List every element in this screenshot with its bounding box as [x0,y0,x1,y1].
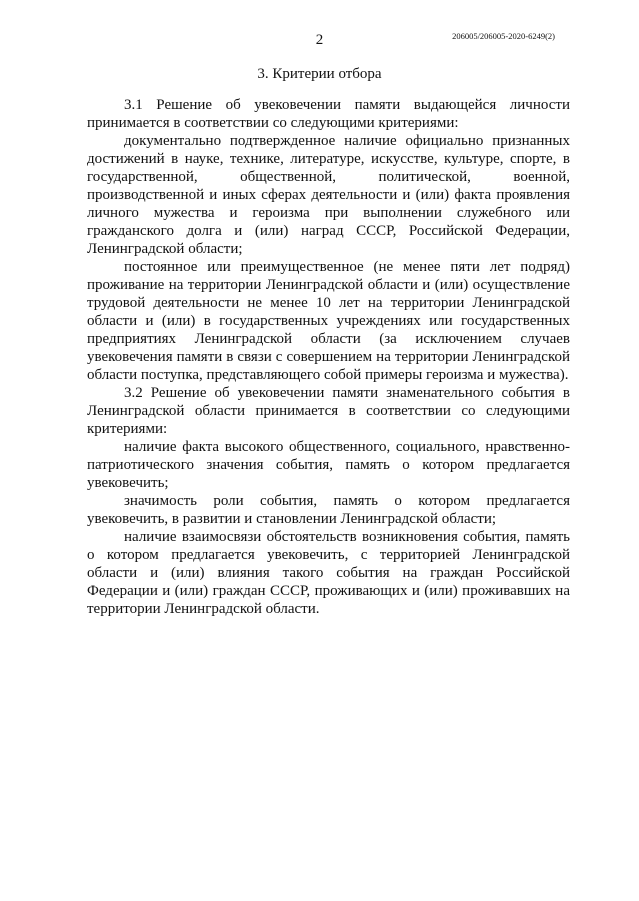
document-code: 206005/206005-2020-6249(2) [452,31,555,41]
paragraph-criterion-significance: наличие факта высокого общественного, социального, нравственно-патриотического значения события, память о котором предлагается увековечить; [87,439,570,491]
paragraph-criterion-achievements: документально подтвержденное наличие официально признанных достижений в науке, технике, литературе, искусстве, культуре, спорте, в государственной, общественной, политической, военной, производственной и иных сферах деятельности и (или) факта проявления личного мужества и героизма при выполнении служебного или гражданского долга и (или) наград СССР, Российской Федерации, Ленинградской области; [87,133,570,257]
page-number: 2 [315,32,324,48]
paragraph-3-2-intro: 3.2 Решение об увековечении памяти знаменательного события в Ленинградской области принимается в соответствии со следующими критериями: [87,385,570,437]
paragraph-criterion-residence: постоянное или преимущественное (не менее пяти лет подряд) проживание на территории Ленинградской области и (или) осуществление трудовой деятельности не менее 10 лет на территории Ленинградской области и (или) в государственных учреждениях или государственных предприятиях Ленинградской области (за исключением случаев увековечения памяти в связи с совершением на территории Ленинградской области поступка, представляющего собой примеры героизма и мужества). [87,259,570,383]
section-title: 3. Критерии отбора [257,66,382,82]
paragraph-3-1-intro: 3.1 Решение об увековечении памяти выдающейся личности принимается в соответствии со следующими критериями: [87,97,570,131]
paragraph-criterion-connection: наличие взаимосвязи обстоятельств возникновения события, память о котором предлагается увековечить, с территорией Ленинградской области и (или) влияния такого события на граждан Российской Федерации и (или) граждан СССР, проживающих и (или) проживавших на территории Ленинградской области. [87,529,570,617]
document-body [87,96,570,618]
paragraph-criterion-role: значимость роли события, память о котором предлагается увековечить, в развитии и становлении Ленинградской области; [87,493,570,527]
